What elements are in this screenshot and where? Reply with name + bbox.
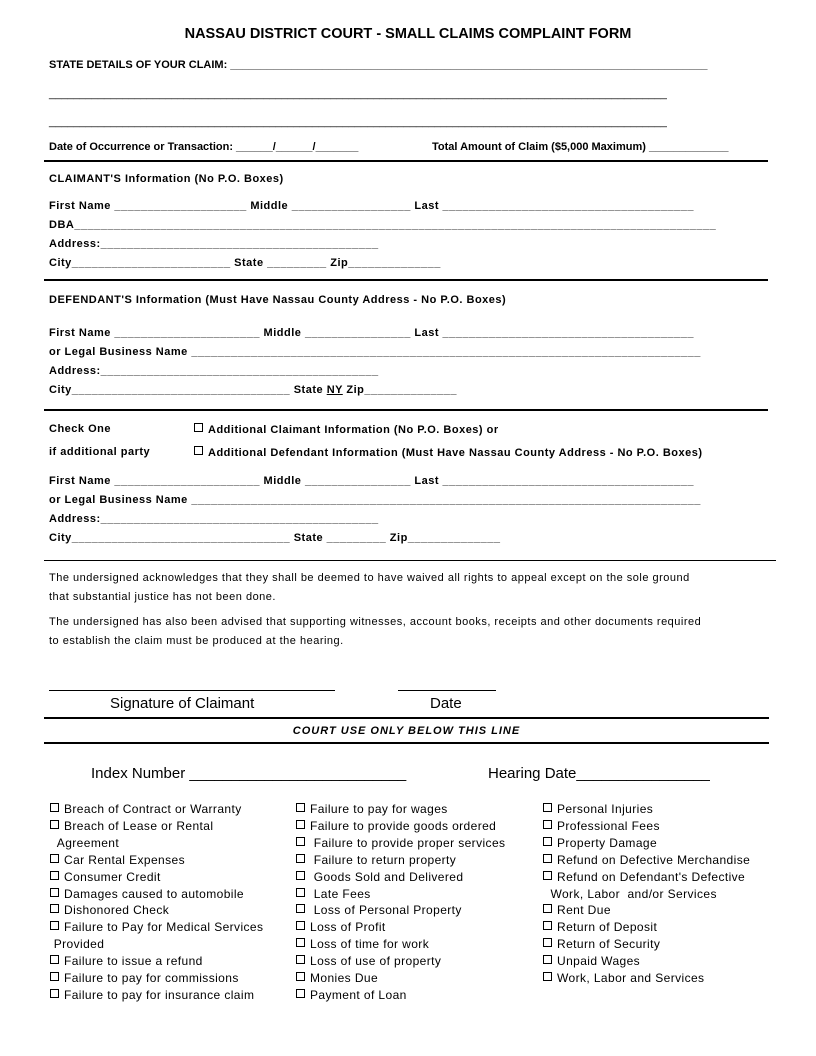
category-option[interactable] — [296, 971, 378, 985]
category-option[interactable] — [50, 853, 185, 867]
category-label: Goods Sold and Delivered — [310, 869, 464, 884]
category-label: Failure to pay for insurance claim — [64, 987, 255, 1002]
waiver-text-line-1: The undersigned acknowledges that they shall be deemed to have waived all rights to appeal except on the sole ground — [49, 572, 690, 584]
category-option[interactable] — [50, 903, 169, 917]
category-option[interactable] — [50, 819, 213, 833]
category-label: Refund on Defective Merchandise — [557, 852, 751, 867]
waiver-text-line-2: that substantial justice has not been done. — [49, 591, 276, 603]
additional-party-label: if additional party — [49, 446, 151, 458]
checkbox-icon[interactable] — [50, 820, 59, 829]
category-label: Failure to Pay for Medical Services — [64, 920, 264, 935]
court-use-heading: COURT USE ONLY BELOW THIS LINE — [292, 725, 521, 737]
checkbox-icon[interactable] — [50, 888, 59, 897]
category-label: Failure to provide goods ordered — [310, 818, 497, 833]
category-label: Refund on Defendant's Defective — [557, 869, 746, 884]
category-continuation — [50, 836, 119, 850]
section-divider — [44, 409, 768, 411]
category-label: Failure to provide proper services — [310, 835, 506, 850]
category-label: Failure to pay for wages — [310, 802, 448, 816]
defendant-state-value[interactable]: NY — [326, 384, 343, 396]
checkbox-icon[interactable] — [296, 904, 305, 913]
claim-details-line-1[interactable]: _____________________________________________________________________________________________________ — [49, 88, 667, 100]
additional-claimant-option[interactable] — [194, 423, 499, 436]
checkbox-icon[interactable] — [296, 871, 305, 880]
category-label: Dishonored Check — [64, 903, 170, 918]
checkbox-icon[interactable] — [296, 921, 305, 930]
category-label: Loss of Profit — [310, 920, 386, 935]
category-option[interactable] — [296, 887, 371, 901]
checkbox-icon[interactable] — [543, 820, 552, 829]
category-option[interactable] — [50, 954, 203, 968]
checkbox-icon[interactable] — [50, 989, 59, 998]
section-divider — [44, 560, 776, 561]
category-label: Loss of time for work — [310, 937, 430, 952]
advised-text-line-2: to establish the claim must be produced at the hearing. — [49, 635, 344, 647]
category-option[interactable] — [543, 819, 660, 833]
additional-defendant-label: Additional Defendant Information (Must Have Nassau County Address - No P.O. Boxes) — [208, 447, 703, 459]
category-option[interactable] — [296, 937, 429, 951]
category-option[interactable] — [543, 853, 750, 867]
category-option[interactable] — [543, 954, 640, 968]
defendant-zip-label: Zip______________ — [346, 384, 457, 396]
category-option[interactable] — [296, 920, 386, 934]
checkbox-icon[interactable] — [296, 837, 305, 846]
category-option[interactable] — [543, 903, 611, 917]
category-option[interactable] — [543, 937, 660, 951]
category-label: Return of Security — [557, 937, 661, 952]
checkbox-icon[interactable] — [50, 871, 59, 880]
additional-business-field[interactable]: or Legal Business Name _____________________________________________________________________________ — [49, 494, 701, 506]
claimant-dba-field[interactable]: DBA_________________________________________________________________________________________________ — [49, 219, 717, 231]
category-option[interactable] — [296, 802, 448, 816]
category-option[interactable] — [50, 988, 254, 1002]
section-divider — [44, 160, 768, 162]
checkbox-icon[interactable] — [296, 854, 305, 863]
checkbox-icon[interactable] — [543, 955, 552, 964]
additional-claimant-label: Additional Claimant Information (No P.O. Boxes) or — [208, 424, 499, 436]
checkbox-icon[interactable] — [543, 938, 552, 947]
category-label: Payment of Loan — [310, 987, 407, 1002]
defendant-name-field[interactable]: First Name ______________________ Middle ________________ Last ______________________________________ — [49, 327, 695, 339]
checkbox-icon[interactable] — [50, 921, 59, 930]
section-divider — [44, 279, 768, 281]
category-option[interactable] — [296, 954, 441, 968]
total-amount-field[interactable]: Total Amount of Claim ($5,000 Maximum) _____________ — [432, 141, 729, 153]
category-label: Monies Due — [310, 971, 379, 985]
category-label: Return of Deposit — [557, 920, 658, 935]
checkbox-icon[interactable] — [543, 837, 552, 846]
category-option[interactable] — [543, 836, 657, 850]
category-label: Failure to return property — [310, 852, 457, 867]
category-label: Personal Injuries — [557, 802, 654, 816]
checkbox-icon[interactable] — [194, 446, 203, 455]
category-option[interactable] — [296, 819, 496, 833]
section-divider — [44, 717, 769, 719]
category-option[interactable] — [296, 988, 407, 1002]
category-option[interactable] — [543, 802, 653, 816]
checkbox-icon[interactable] — [543, 803, 552, 812]
category-option[interactable] — [50, 802, 242, 816]
category-label: Property Damage — [557, 835, 658, 850]
checkbox-icon[interactable] — [543, 854, 552, 863]
category-option[interactable] — [296, 870, 463, 884]
occurrence-date-field[interactable]: Date of Occurrence or Transaction: ______/______/_______ — [49, 141, 359, 153]
category-label: Car Rental Expenses — [64, 852, 185, 867]
defendant-heading: DEFENDANT'S Information (Must Have Nassau County Address - No P.O. Boxes) — [49, 294, 507, 306]
check-one-label: Check One — [49, 423, 111, 435]
checkbox-icon[interactable] — [296, 888, 305, 897]
defendant-business-field[interactable]: or Legal Business Name _____________________________________________________________________________ — [49, 346, 701, 358]
checkbox-icon[interactable] — [543, 904, 552, 913]
category-option[interactable] — [296, 903, 462, 917]
additional-address-field[interactable]: Address:__________________________________________ — [49, 513, 379, 525]
category-label: Unpaid Wages — [557, 954, 641, 969]
page-title: NASSAU DISTRICT COURT - SMALL CLAIMS COMPLAINT FORM — [184, 26, 632, 42]
category-option[interactable] — [296, 836, 505, 850]
index-number-field[interactable]: Index Number __________________________ — [91, 765, 407, 782]
checkbox-icon[interactable] — [50, 972, 59, 981]
additional-city-field[interactable]: City_________________________________ State _________ Zip______________ — [49, 532, 501, 544]
category-label: Loss of Personal Property — [310, 903, 462, 918]
defendant-address-field[interactable]: Address:__________________________________________ — [49, 365, 379, 377]
category-label: Failure to issue a refund — [64, 954, 203, 969]
signature-line[interactable] — [49, 690, 335, 691]
checkbox-icon[interactable] — [296, 989, 305, 998]
defendant-city-label: City_________________________________ State — [49, 384, 324, 396]
hearing-date-field[interactable]: Hearing Date________________ — [488, 765, 710, 782]
category-label: Work, Labor and/or Services — [543, 886, 717, 901]
category-option[interactable] — [543, 870, 745, 884]
state-details-field[interactable]: STATE DETAILS OF YOUR CLAIM: ______________________________________________________________________________ — [49, 59, 708, 71]
advised-text-line-1: The undersigned has also been advised that supporting witnesses, account books, receipts and other documents required — [49, 616, 702, 628]
category-option[interactable] — [296, 853, 456, 867]
defendant-city-field[interactable] — [49, 384, 457, 396]
checkbox-icon[interactable] — [543, 921, 552, 930]
category-option[interactable] — [50, 887, 244, 901]
claimant-city-field[interactable]: City________________________ State _________ Zip______________ — [49, 257, 441, 269]
additional-name-field[interactable]: First Name ______________________ Middle ________________ Last ______________________________________ — [49, 475, 695, 487]
category-label: Rent Due — [557, 903, 611, 918]
section-divider — [44, 742, 769, 744]
claim-details-line-2[interactable]: _____________________________________________________________________________________________________ — [49, 116, 667, 128]
category-label: Work, Labor and Services — [557, 971, 705, 985]
category-continuation — [50, 937, 104, 951]
category-option[interactable] — [543, 920, 657, 934]
category-option[interactable] — [50, 971, 239, 985]
checkbox-icon[interactable] — [296, 938, 305, 947]
checkbox-icon[interactable] — [543, 871, 552, 880]
category-option[interactable] — [50, 920, 263, 934]
category-option[interactable] — [543, 971, 704, 985]
checkbox-icon[interactable] — [50, 955, 59, 964]
category-label: Professional Fees — [557, 818, 660, 833]
category-label: Provided — [50, 937, 105, 952]
category-label: Late Fees — [310, 886, 371, 901]
additional-defendant-option[interactable] — [194, 446, 703, 459]
claimant-name-field[interactable]: First Name ____________________ Middle __________________ Last ______________________________________ — [49, 200, 695, 212]
signature-label: Signature of Claimant — [110, 695, 255, 712]
category-label: Damages caused to automobile — [64, 886, 244, 901]
category-continuation — [543, 887, 717, 901]
claimant-heading: CLAIMANT'S Information (No P.O. Boxes) — [49, 173, 284, 185]
checkbox-icon[interactable] — [296, 820, 305, 829]
category-label: Loss of use of property — [310, 954, 442, 969]
category-label: Consumer Credit — [64, 869, 161, 884]
category-label: Failure to pay for commissions — [64, 971, 239, 985]
checkbox-icon[interactable] — [50, 803, 59, 812]
checkbox-icon[interactable] — [296, 955, 305, 964]
checkbox-icon[interactable] — [50, 854, 59, 863]
checkbox-icon[interactable] — [50, 904, 59, 913]
category-label: Agreement — [50, 835, 120, 850]
category-label: Breach of Contract or Warranty — [64, 802, 242, 816]
category-label: Breach of Lease or Rental — [64, 818, 214, 833]
checkbox-icon[interactable] — [543, 972, 552, 981]
category-option[interactable] — [50, 870, 161, 884]
date-line[interactable] — [398, 690, 496, 691]
claimant-address-field[interactable]: Address:__________________________________________ — [49, 238, 379, 250]
checkbox-icon[interactable] — [296, 803, 305, 812]
checkbox-icon[interactable] — [194, 423, 203, 432]
date-label: Date — [430, 695, 462, 712]
checkbox-icon[interactable] — [296, 972, 305, 981]
